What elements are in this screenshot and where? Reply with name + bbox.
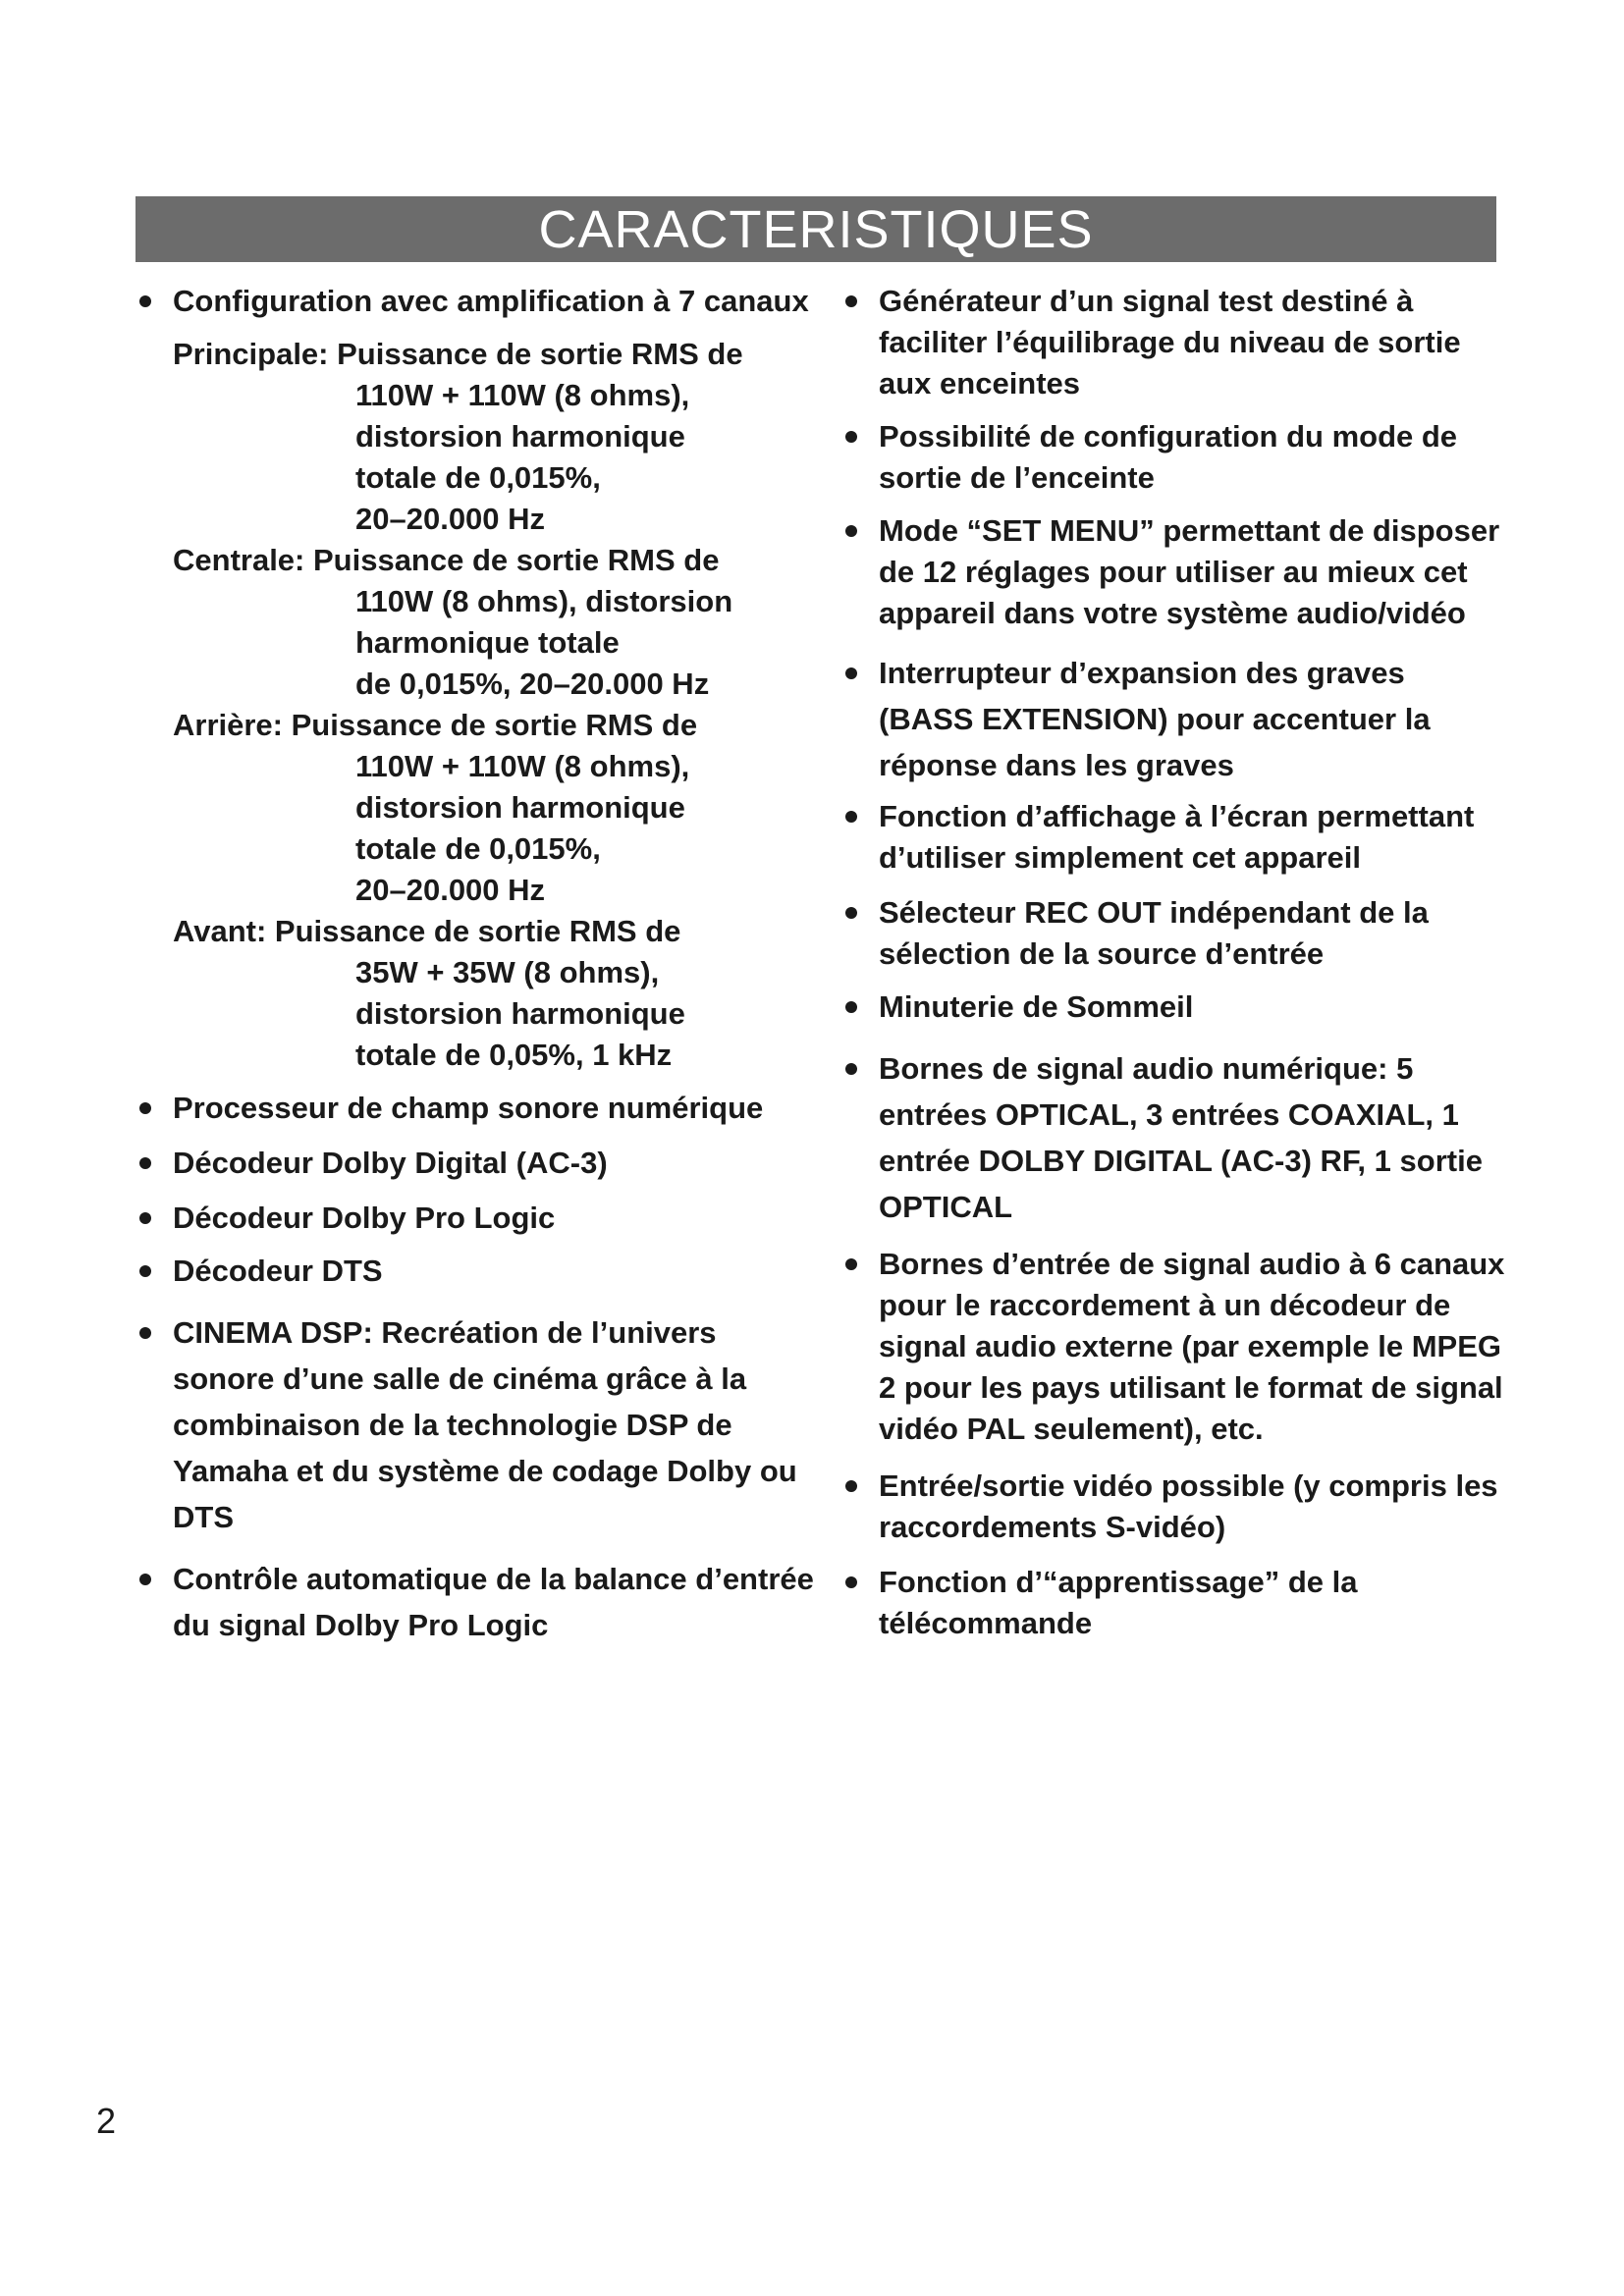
bullet-icon bbox=[845, 1063, 857, 1075]
spec-line: distorsion harmonique bbox=[355, 996, 685, 1031]
spec-line: harmonique totale bbox=[355, 625, 620, 660]
spec-line: totale de 0,015%, bbox=[355, 460, 601, 495]
feature-text: Bornes de signal audio numérique: 5 entrées OPTICAL, 3 entrées COAXIAL, 1 entrée DOLBY DIGITAL (AC-3) RF, 1 sortie OPTICAL bbox=[879, 1051, 1483, 1224]
bullet-icon bbox=[845, 811, 857, 823]
feature-text: Fonction d’“apprentissage” de la télécommande bbox=[879, 1565, 1358, 1640]
feature-text: Interrupteur d’expansion des graves (BASS EXTENSION) pour accentuer la réponse dans les graves bbox=[879, 656, 1431, 782]
spec-avant bbox=[134, 911, 821, 1076]
bullet-icon bbox=[845, 1480, 857, 1492]
spec-line: distorsion harmonique bbox=[355, 790, 685, 825]
bullet-icon bbox=[139, 1574, 151, 1585]
bullet-icon bbox=[139, 295, 151, 307]
feature-set-menu bbox=[839, 510, 1507, 634]
feature-text: Fonction d’affichage à l’écran permettant d’utiliser simplement cet appareil bbox=[879, 799, 1475, 875]
feature-text: Décodeur DTS bbox=[173, 1254, 383, 1288]
feature-text: Mode “SET MENU” permettant de disposer de 12 réglages pour utiliser au mieux cet appareil dans votre système audio/vidéo bbox=[879, 513, 1500, 630]
bullet-icon bbox=[139, 1212, 151, 1224]
feature-sleep-timer bbox=[839, 987, 1507, 1028]
feature-text: Décodeur Dolby Pro Logic bbox=[173, 1201, 556, 1235]
spec-line: totale de 0,05%, 1 kHz bbox=[355, 1038, 673, 1072]
feature-text: Bornes d’entrée de signal audio à 6 canaux pour le raccordement à un décodeur de signal audio externe (par exemple le MPEG 2 pour les pays utilisant le format de signal vidéo PAL seulement), etc. bbox=[879, 1247, 1505, 1446]
feature-digital-terminals bbox=[839, 1045, 1507, 1230]
spec-intro: Principale: Puissance de sortie RMS de bbox=[173, 337, 743, 371]
feature-on-screen-display bbox=[839, 796, 1507, 879]
feature-test-signal bbox=[839, 281, 1507, 404]
left-column bbox=[134, 281, 821, 1648]
feature-amplification bbox=[134, 281, 821, 322]
bullet-icon bbox=[845, 1576, 857, 1588]
feature-text: Entrée/sortie vidéo possible (y compris les raccordements S-vidéo) bbox=[879, 1468, 1498, 1544]
right-column bbox=[839, 281, 1507, 1644]
bullet-icon bbox=[845, 295, 857, 307]
section-title-banner bbox=[135, 196, 1496, 262]
spec-arriere bbox=[134, 705, 821, 911]
feature-text: CINEMA DSP: Recréation de l’univers sonore d’une salle de cinéma grâce à la combinaison de la technologie DSP de Yamaha et du système de codage Dolby ou DTS bbox=[173, 1315, 797, 1534]
feature-text: Sélecteur REC OUT indépendant de la sélection de la source d’entrée bbox=[879, 895, 1429, 971]
feature-text: Configuration avec amplification à 7 canaux bbox=[173, 284, 809, 318]
spec-line: 110W + 110W (8 ohms), bbox=[355, 749, 690, 783]
bullet-icon bbox=[845, 907, 857, 919]
feature-6ch-input bbox=[839, 1244, 1507, 1450]
bullet-icon bbox=[139, 1157, 151, 1169]
feature-text: Générateur d’un signal test destiné à faciliter l’équilibrage du niveau de sortie aux enceintes bbox=[879, 284, 1461, 400]
spec-centrale bbox=[134, 540, 821, 705]
spec-line: distorsion harmonique bbox=[355, 419, 685, 454]
feature-pro-logic bbox=[134, 1198, 821, 1239]
spec-line: de 0,015%, 20–20.000 Hz bbox=[355, 667, 710, 701]
feature-rec-out bbox=[839, 892, 1507, 975]
feature-bass-extension bbox=[839, 650, 1507, 788]
feature-text: Décodeur Dolby Digital (AC-3) bbox=[173, 1146, 608, 1180]
bullet-icon bbox=[845, 1258, 857, 1270]
feature-text: Contrôle automatique de la balance d’entrée du signal Dolby Pro Logic bbox=[173, 1562, 814, 1642]
bullet-icon bbox=[845, 525, 857, 537]
bullet-icon bbox=[139, 1327, 151, 1339]
feature-dts bbox=[134, 1251, 821, 1292]
feature-cinema-dsp bbox=[134, 1309, 821, 1540]
spec-intro: Centrale: Puissance de sortie RMS de bbox=[173, 543, 720, 577]
spec-line: 20–20.000 Hz bbox=[355, 873, 546, 907]
spec-line: 20–20.000 Hz bbox=[355, 502, 546, 536]
feature-video-io bbox=[839, 1466, 1507, 1548]
bullet-icon bbox=[845, 1001, 857, 1013]
page-number: 2 bbox=[96, 2101, 117, 2141]
spec-line: 110W + 110W (8 ohms), bbox=[355, 378, 690, 412]
feature-dsp-processor bbox=[134, 1088, 821, 1129]
feature-learning-remote bbox=[839, 1562, 1507, 1644]
feature-speaker-mode bbox=[839, 416, 1507, 499]
spec-intro: Avant: Puissance de sortie RMS de bbox=[173, 914, 681, 948]
feature-auto-balance bbox=[134, 1556, 821, 1648]
feature-text: Possibilité de configuration du mode de sortie de l’enceinte bbox=[879, 419, 1458, 495]
bullet-icon bbox=[845, 667, 857, 679]
bullet-icon bbox=[139, 1102, 151, 1114]
spec-line: 35W + 35W (8 ohms), bbox=[355, 955, 660, 989]
spec-line: totale de 0,015%, bbox=[355, 831, 601, 866]
bullet-icon bbox=[845, 431, 857, 443]
feature-text: Processeur de champ sonore numérique bbox=[173, 1091, 764, 1125]
bullet-icon bbox=[139, 1265, 151, 1277]
spec-intro: Arrière: Puissance de sortie RMS de bbox=[173, 708, 698, 742]
spec-line: 110W (8 ohms), distorsion bbox=[355, 584, 733, 618]
feature-text: Minuterie de Sommeil bbox=[879, 989, 1194, 1024]
feature-dolby-digital bbox=[134, 1143, 821, 1184]
spec-principale bbox=[134, 334, 821, 540]
section-title: CARACTERISTIQUES bbox=[538, 199, 1094, 259]
